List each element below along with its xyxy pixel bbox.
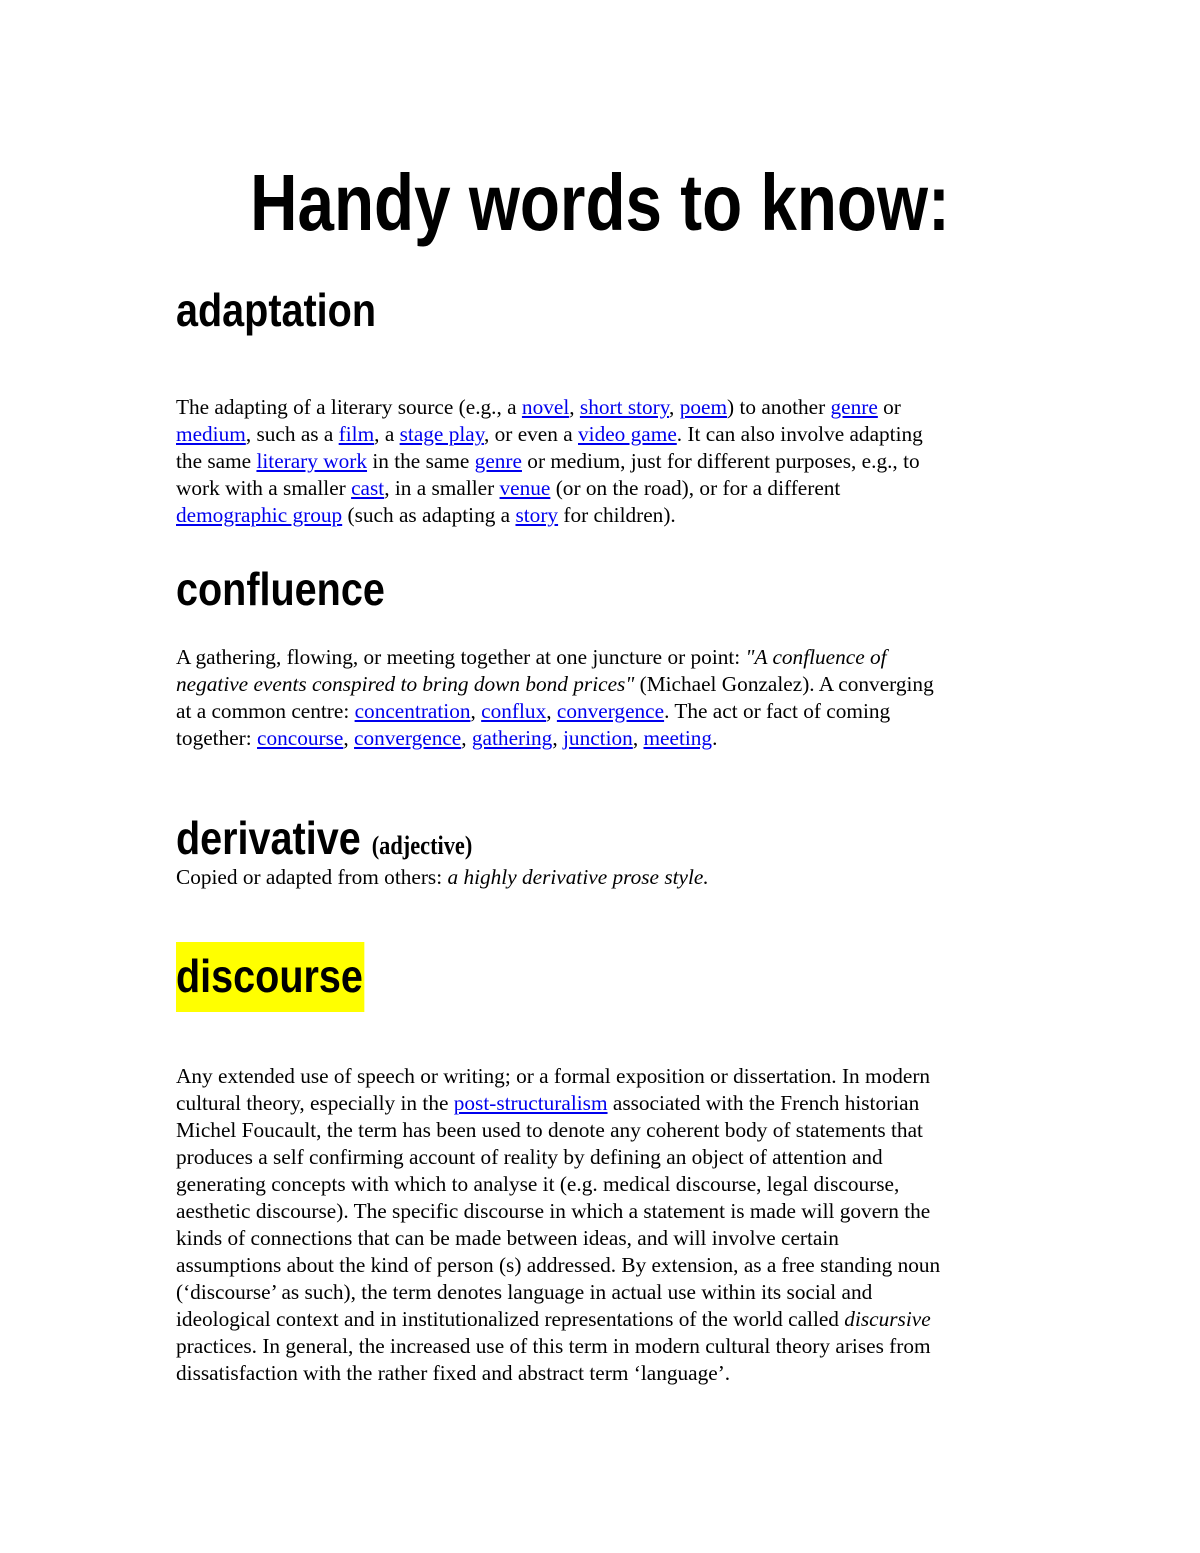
text-line	[176, 671, 1036, 698]
term-link[interactable]: literary work	[256, 449, 368, 473]
italic-text: "A confluence of	[745, 645, 887, 669]
term-link[interactable]: junction	[563, 726, 633, 750]
text-run: dissatisfaction with the rather fixed and abstract term ‘language’.	[176, 1361, 731, 1385]
term-heading-confluence: confluence	[176, 563, 385, 615]
text-run: (such as adapting a	[342, 503, 516, 527]
text-run: ,	[343, 726, 355, 750]
term-link[interactable]: cast	[351, 476, 385, 500]
text-run: (‘discourse’ as such), the term denotes language in actual use within its social and	[176, 1280, 873, 1304]
text-run: practices. In general, the increased use of this term in modern cultural theory arises from	[176, 1334, 931, 1358]
text-line	[176, 394, 1036, 421]
text-run: . It can also involve adapting	[676, 422, 923, 446]
term-link[interactable]: poem	[679, 395, 728, 419]
text-run: , or even a	[483, 422, 579, 446]
text-line	[176, 698, 1036, 725]
text-line	[176, 1171, 1036, 1198]
term-link[interactable]: gathering	[471, 726, 553, 750]
text-run: ,	[546, 699, 557, 723]
definition-adaptation	[176, 394, 1036, 529]
text-run: ,	[669, 395, 680, 419]
text-run: , such as a	[245, 422, 339, 446]
text-line	[176, 1279, 1036, 1306]
text-run: aesthetic discourse). The specific discourse in which a statement is made will govern the	[176, 1199, 931, 1223]
italic-text: discursive	[844, 1307, 931, 1331]
text-run: ) to another	[727, 395, 831, 419]
text-line	[176, 1090, 1036, 1117]
text-line	[176, 421, 1036, 448]
term-link[interactable]: short story	[579, 395, 670, 419]
text-run: kinds of connections that can be made between ideas, and will involve certain	[176, 1226, 839, 1250]
text-run: ideological context and in institutionalized representations of the world called	[176, 1307, 845, 1331]
text-run: , a	[374, 422, 400, 446]
term-link[interactable]: medium	[176, 422, 246, 446]
text-line	[176, 1306, 1036, 1333]
text-line	[176, 864, 1036, 891]
term-heading-adaptation: adaptation	[176, 284, 377, 336]
term-link[interactable]: genre	[830, 395, 878, 419]
term-link[interactable]: novel	[521, 395, 570, 419]
text-line	[176, 1225, 1036, 1252]
term-link[interactable]: concentration	[354, 699, 471, 723]
text-run: , in a smaller	[384, 476, 500, 500]
term-link[interactable]: video game	[578, 422, 677, 446]
text-run: A gathering, flowing, or meeting together at one juncture or point:	[176, 645, 746, 669]
text-run: associated with the French historian	[607, 1091, 920, 1115]
text-run: at a common centre:	[176, 699, 355, 723]
part-of-speech: (adjective)	[371, 831, 473, 860]
text-line	[176, 1333, 1036, 1360]
text-run: Any extended use of speech or writing; or a formal exposition or dissertation. In modern	[176, 1064, 931, 1088]
term-link[interactable]: conflux	[481, 699, 547, 723]
term-link[interactable]: story	[515, 503, 559, 527]
term-heading-discourse: discourse	[176, 942, 365, 1012]
text-run: (or on the road), or for a different	[550, 476, 841, 500]
term-link[interactable]: post-structuralism	[453, 1091, 608, 1115]
text-line	[176, 1117, 1036, 1144]
text-run: work with a smaller	[176, 476, 352, 500]
text-run: generating concepts with which to analyse it (e.g. medical discourse, legal discourse,	[176, 1172, 900, 1196]
text-run: for children).	[558, 503, 676, 527]
text-run: cultural theory, especially in the	[176, 1091, 454, 1115]
text-run: produces a self confirming account of reality by defining an object of attention and	[176, 1145, 883, 1169]
italic-text: negative events conspired to bring down bond prices"	[176, 672, 635, 696]
term-link[interactable]: genre	[474, 449, 522, 473]
term-link[interactable]: concourse	[257, 726, 344, 750]
text-line	[176, 1144, 1036, 1171]
term-link[interactable]: demographic group	[176, 503, 343, 527]
term-link[interactable]: venue	[499, 476, 551, 500]
term-link[interactable]: meeting	[643, 726, 713, 750]
text-line	[176, 725, 1036, 752]
term-link[interactable]: convergence	[354, 726, 462, 750]
text-line	[176, 475, 1036, 502]
text-line	[176, 644, 1036, 671]
text-run: assumptions about the kind of person (s) addressed. By extension, as a free standing noun	[176, 1253, 941, 1277]
text-run: ,	[632, 726, 644, 750]
text-run: Michel Foucault, the term has been used to denote any coherent body of statements that	[176, 1118, 923, 1142]
text-run: together:	[176, 726, 258, 750]
definition-discourse	[176, 1063, 1036, 1387]
text-line	[176, 1063, 1036, 1090]
text-run: (Michael Gonzalez). A converging	[634, 672, 934, 696]
definition-confluence	[176, 644, 1036, 752]
text-run: ,	[552, 726, 563, 750]
text-run: ,	[470, 699, 482, 723]
term-link[interactable]: stage play	[399, 422, 484, 446]
term-link[interactable]: convergence	[556, 699, 665, 723]
text-line	[176, 1360, 1036, 1387]
text-run: in the same	[367, 449, 475, 473]
term-label: derivative	[176, 812, 361, 864]
text-run: Copied or adapted from others:	[176, 865, 448, 889]
text-run: or	[877, 395, 901, 419]
text-run: .	[712, 726, 718, 750]
italic-text: a highly derivative prose style.	[447, 865, 709, 889]
text-line	[176, 1198, 1036, 1225]
text-run: ,	[461, 726, 472, 750]
term-link[interactable]: film	[338, 422, 375, 446]
text-run: . The act or fact of coming	[664, 699, 891, 723]
text-line	[176, 1252, 1036, 1279]
text-line	[176, 502, 1036, 529]
text-run: The adapting of a literary source (e.g., a	[176, 395, 522, 419]
text-run: ,	[569, 395, 580, 419]
text-line	[176, 448, 1036, 475]
text-run: the same	[176, 449, 257, 473]
page-title: Handy words to know:	[250, 158, 950, 247]
definition-derivative	[176, 864, 1036, 891]
text-run: or medium, just for different purposes, e.g., to	[521, 449, 920, 473]
